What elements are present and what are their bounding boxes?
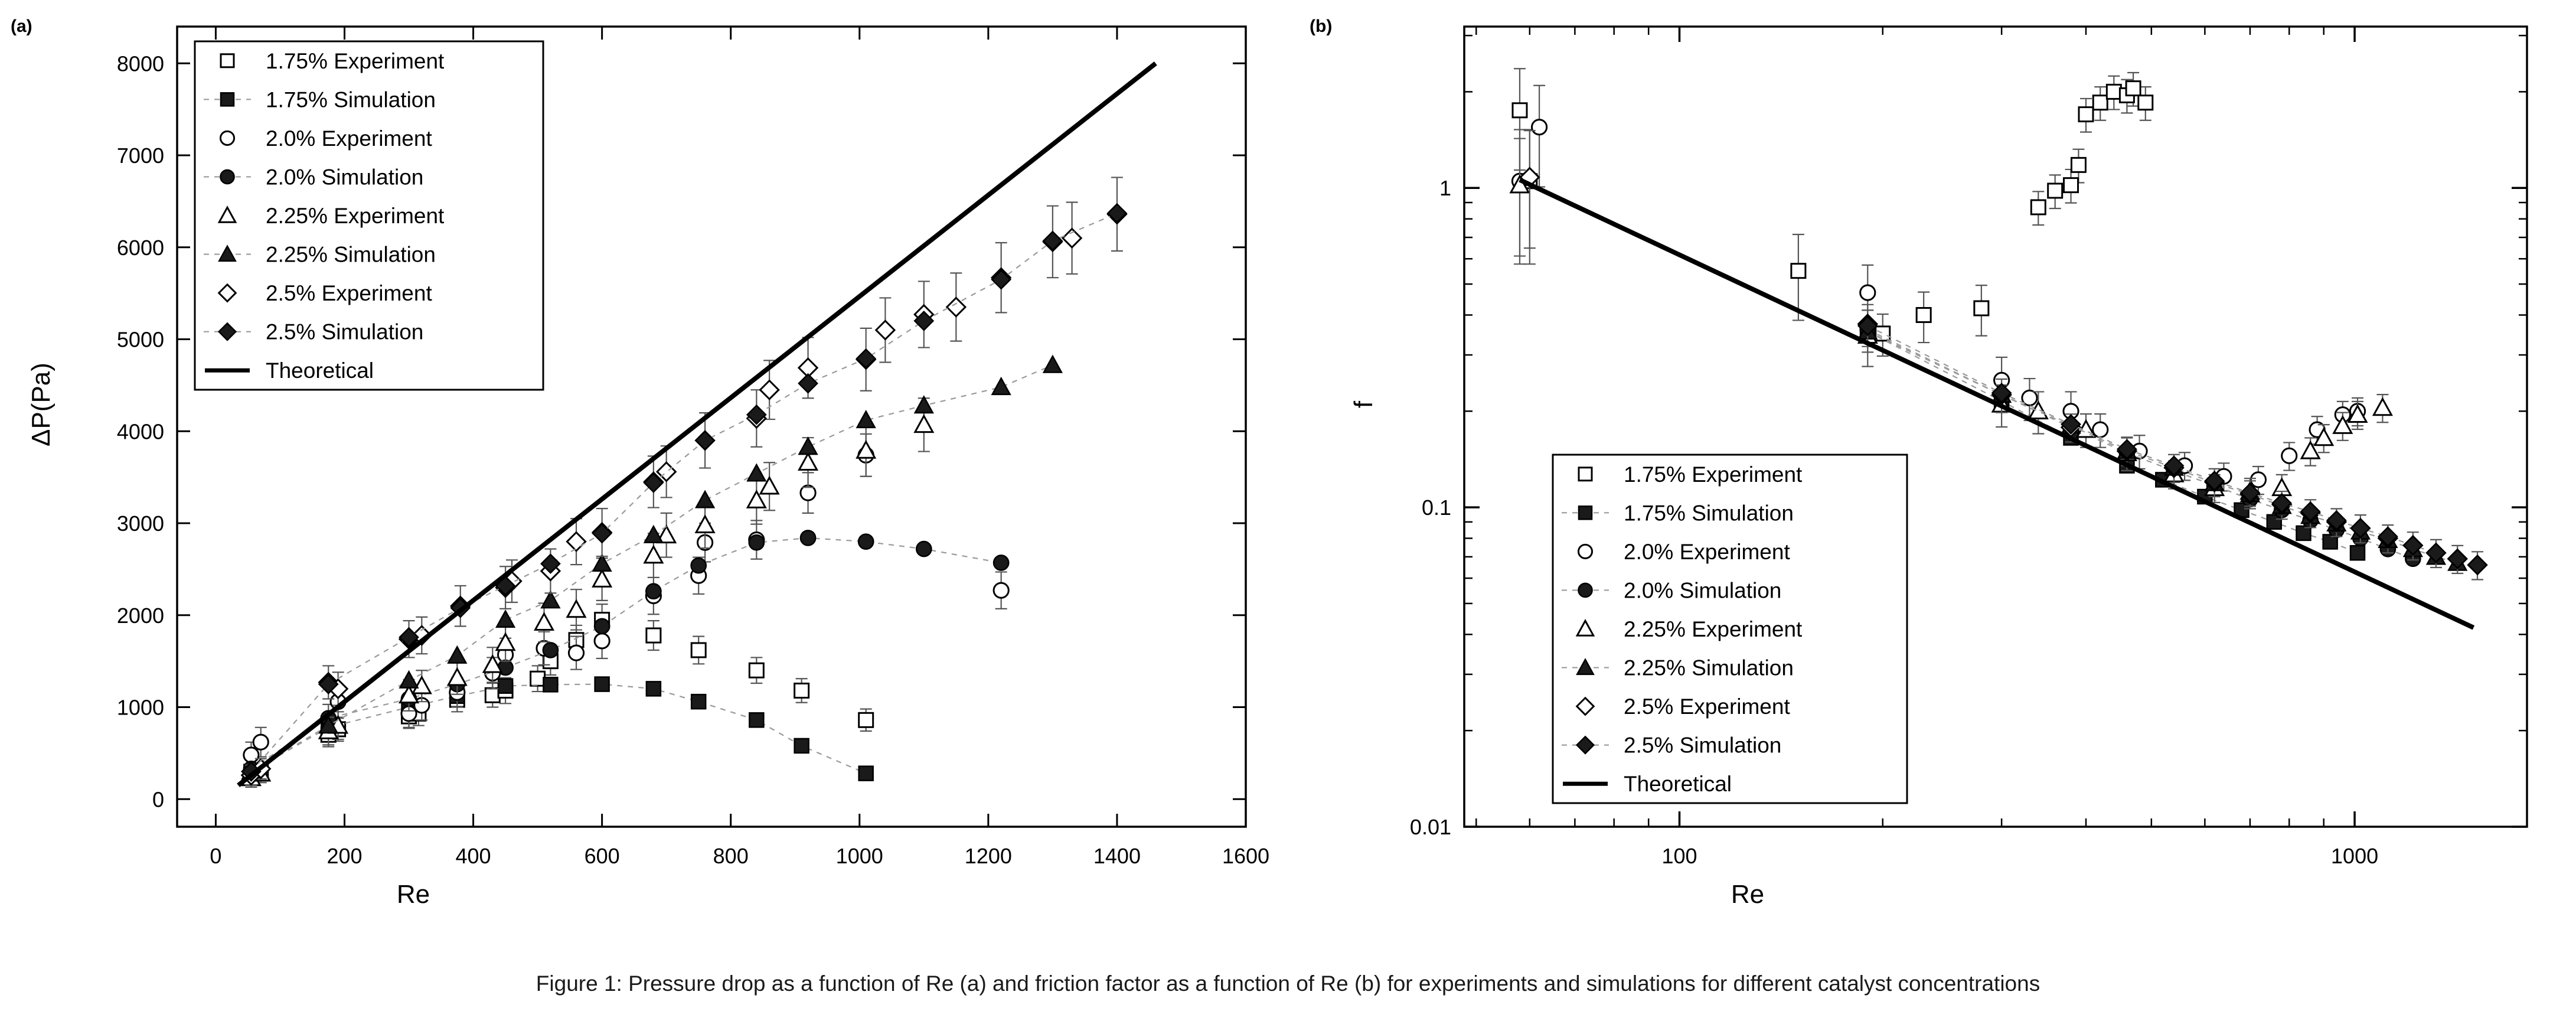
y-tick-label: 0.01 xyxy=(1409,815,1451,839)
data-point-marker xyxy=(2093,422,2108,437)
data-point-marker xyxy=(2064,178,2078,193)
x-tick-label: 1600 xyxy=(1222,844,1270,868)
data-point-marker xyxy=(531,671,545,686)
legend-label: 2.5% Experiment xyxy=(266,281,432,306)
x-tick-label: 1200 xyxy=(964,844,1012,868)
x-tick-label: 800 xyxy=(713,844,749,868)
data-point-marker xyxy=(1513,103,1527,118)
data-point-marker xyxy=(749,535,764,550)
legend-label: 2.25% Experiment xyxy=(1624,617,1803,641)
y-tick-label: 1000 xyxy=(116,695,164,720)
data-point-marker xyxy=(221,54,234,67)
data-point-marker xyxy=(1578,583,1592,597)
series-2-0-simulation xyxy=(244,530,1008,776)
series-line xyxy=(251,538,1001,769)
data-point-marker xyxy=(220,170,234,184)
legend-label: 2.25% Experiment xyxy=(266,204,445,228)
series-2-25-experiment xyxy=(1511,139,2391,507)
x-tick-label: 0 xyxy=(210,844,222,868)
data-point-marker xyxy=(859,713,873,727)
data-point-marker xyxy=(2468,556,2486,574)
data-point-marker xyxy=(1791,264,1806,278)
data-point-marker xyxy=(696,431,714,449)
data-point-marker xyxy=(595,619,609,634)
data-point-marker xyxy=(1578,544,1592,558)
y-tick-label: 0 xyxy=(152,787,164,812)
x-tick-label: 400 xyxy=(455,844,491,868)
data-point-marker xyxy=(645,526,662,542)
data-point-marker xyxy=(244,748,259,762)
legend-label: 2.25% Simulation xyxy=(266,242,436,267)
data-point-marker xyxy=(915,397,933,413)
data-point-marker xyxy=(994,583,1008,598)
data-point-marker xyxy=(541,592,559,608)
data-point-marker xyxy=(448,669,466,685)
data-point-marker xyxy=(1876,327,1890,341)
x-tick-label: 1000 xyxy=(2331,844,2379,868)
panel-a-ylabel: ΔP(Pa) xyxy=(27,363,55,446)
data-point-marker xyxy=(747,465,765,481)
x-tick-label: 200 xyxy=(327,844,363,868)
legend-label: 1.75% Experiment xyxy=(1624,462,1803,487)
legend-label: 2.5% Simulation xyxy=(1624,733,1782,758)
data-point-marker xyxy=(696,491,714,507)
x-tick-label: 1400 xyxy=(1093,844,1141,868)
legend-label: 1.75% Experiment xyxy=(266,48,445,73)
data-point-marker xyxy=(1860,285,1875,300)
data-point-marker xyxy=(691,643,706,657)
y-tick-label: 4000 xyxy=(116,419,164,444)
series-2-25-simulation xyxy=(1859,323,2466,570)
legend-panel-b xyxy=(1553,455,1907,803)
data-point-marker xyxy=(400,671,418,687)
data-point-marker xyxy=(595,677,609,691)
data-point-marker xyxy=(645,547,662,563)
series-2-0-experiment xyxy=(1512,86,2365,494)
y-tick-label: 8000 xyxy=(116,51,164,76)
data-point-marker xyxy=(221,93,234,106)
legend-label: 2.5% Experiment xyxy=(1624,694,1790,719)
data-point-marker xyxy=(696,516,714,532)
data-point-marker xyxy=(1044,356,1062,372)
data-point-marker xyxy=(498,679,512,693)
data-point-marker xyxy=(497,634,514,650)
data-point-marker xyxy=(1063,229,1081,247)
data-point-marker xyxy=(497,611,514,627)
data-point-marker xyxy=(795,739,809,753)
legend-label: 1.75% Simulation xyxy=(1624,501,1794,526)
data-point-marker xyxy=(2373,399,2391,415)
y-tick-label: 7000 xyxy=(116,143,164,168)
legend-label: 2.0% Experiment xyxy=(266,126,432,151)
data-point-marker xyxy=(795,683,809,697)
y-tick-label: 5000 xyxy=(116,327,164,352)
series-2-0-experiment xyxy=(244,434,1008,768)
series-2-25-simulation xyxy=(242,356,1062,779)
data-point-marker xyxy=(536,614,553,629)
data-point-marker xyxy=(1917,308,1931,322)
data-point-marker xyxy=(646,584,661,599)
data-point-marker xyxy=(2093,96,2107,110)
data-point-marker xyxy=(801,530,815,545)
data-point-marker xyxy=(2282,448,2297,463)
data-point-marker xyxy=(595,634,609,648)
panel-b xyxy=(1299,0,2576,963)
data-point-marker xyxy=(647,628,661,642)
x-tick-label: 1000 xyxy=(835,844,883,868)
data-point-marker xyxy=(799,454,817,469)
legend-panel-a xyxy=(195,41,543,390)
data-point-marker xyxy=(760,381,779,399)
data-point-marker xyxy=(749,713,763,727)
legend-label: Theoretical xyxy=(266,358,374,383)
data-point-marker xyxy=(799,374,817,393)
series-line xyxy=(251,365,1053,771)
data-point-marker xyxy=(2079,107,2093,122)
legend-label: 2.0% Simulation xyxy=(1624,578,1782,603)
data-point-marker xyxy=(1532,120,1547,135)
chart-a xyxy=(0,0,1299,963)
x-tick-label: 600 xyxy=(584,844,620,868)
data-point-marker xyxy=(1974,301,1989,315)
data-point-marker xyxy=(691,558,706,573)
data-point-marker xyxy=(220,131,234,145)
panel-b-ylabel: f xyxy=(1349,400,1378,409)
data-point-marker xyxy=(857,412,875,428)
data-point-marker xyxy=(647,681,661,696)
data-point-marker xyxy=(2031,200,2045,214)
data-point-marker xyxy=(448,647,466,663)
data-point-marker xyxy=(569,645,583,660)
data-point-marker xyxy=(2251,472,2265,487)
data-point-marker xyxy=(992,270,1010,289)
y-tick-label: 0.1 xyxy=(1421,495,1451,520)
panel-a xyxy=(0,0,1299,963)
data-point-marker xyxy=(749,663,763,677)
data-point-marker xyxy=(593,555,611,571)
data-point-marker xyxy=(858,534,873,549)
legend-label: Theoretical xyxy=(1624,772,1732,797)
y-tick-label: 3000 xyxy=(116,511,164,536)
series-1-75-experiment xyxy=(1513,69,2153,356)
x-tick-label: 100 xyxy=(1661,844,1697,868)
data-point-marker xyxy=(2138,96,2153,110)
data-point-marker xyxy=(2126,81,2140,96)
data-point-marker xyxy=(1043,231,1062,250)
data-point-marker xyxy=(2071,158,2085,172)
legend-label: 2.0% Simulation xyxy=(266,165,424,190)
data-point-marker xyxy=(915,416,933,432)
legend-label: 1.75% Simulation xyxy=(266,87,436,112)
panel-a-xlabel: Re xyxy=(396,880,430,909)
data-point-marker xyxy=(543,677,557,691)
data-point-marker xyxy=(2107,84,2121,99)
data-point-marker xyxy=(859,766,873,781)
data-point-marker xyxy=(916,542,931,556)
figure-caption: Figure 1: Pressure drop as a function of Re (a) and friction factor as a function of Re (b) for experiments and simulations for different catalyst concentrations xyxy=(536,971,2040,996)
series-2-5-simulation xyxy=(1859,317,2487,574)
data-point-marker xyxy=(876,321,894,339)
data-point-marker xyxy=(253,735,268,749)
data-point-marker xyxy=(857,350,875,368)
data-point-marker xyxy=(567,601,585,617)
panel-b-tag: (b) xyxy=(1310,17,1333,36)
data-point-marker xyxy=(1579,468,1592,481)
data-point-marker xyxy=(2048,184,2062,198)
data-point-marker xyxy=(994,555,1008,570)
data-point-marker xyxy=(567,533,585,551)
legend-label: 2.0% Experiment xyxy=(1624,539,1790,564)
data-point-marker xyxy=(1579,506,1592,519)
legend-label: 2.5% Simulation xyxy=(266,319,424,344)
y-tick-label: 2000 xyxy=(116,603,164,628)
data-point-marker xyxy=(799,438,817,454)
y-tick-label: 6000 xyxy=(116,235,164,260)
panel-b-xlabel: Re xyxy=(1731,880,1765,909)
data-point-marker xyxy=(593,570,611,586)
data-point-marker xyxy=(691,694,706,709)
data-point-marker xyxy=(2350,546,2365,560)
legend-label: 2.25% Simulation xyxy=(1624,655,1794,680)
data-point-marker xyxy=(1108,204,1126,223)
y-tick-label: 1 xyxy=(1439,176,1451,201)
data-point-marker xyxy=(992,379,1010,394)
data-point-marker xyxy=(543,642,558,657)
chart-b xyxy=(1299,0,2576,963)
panel-a-tag: (a) xyxy=(11,17,32,36)
